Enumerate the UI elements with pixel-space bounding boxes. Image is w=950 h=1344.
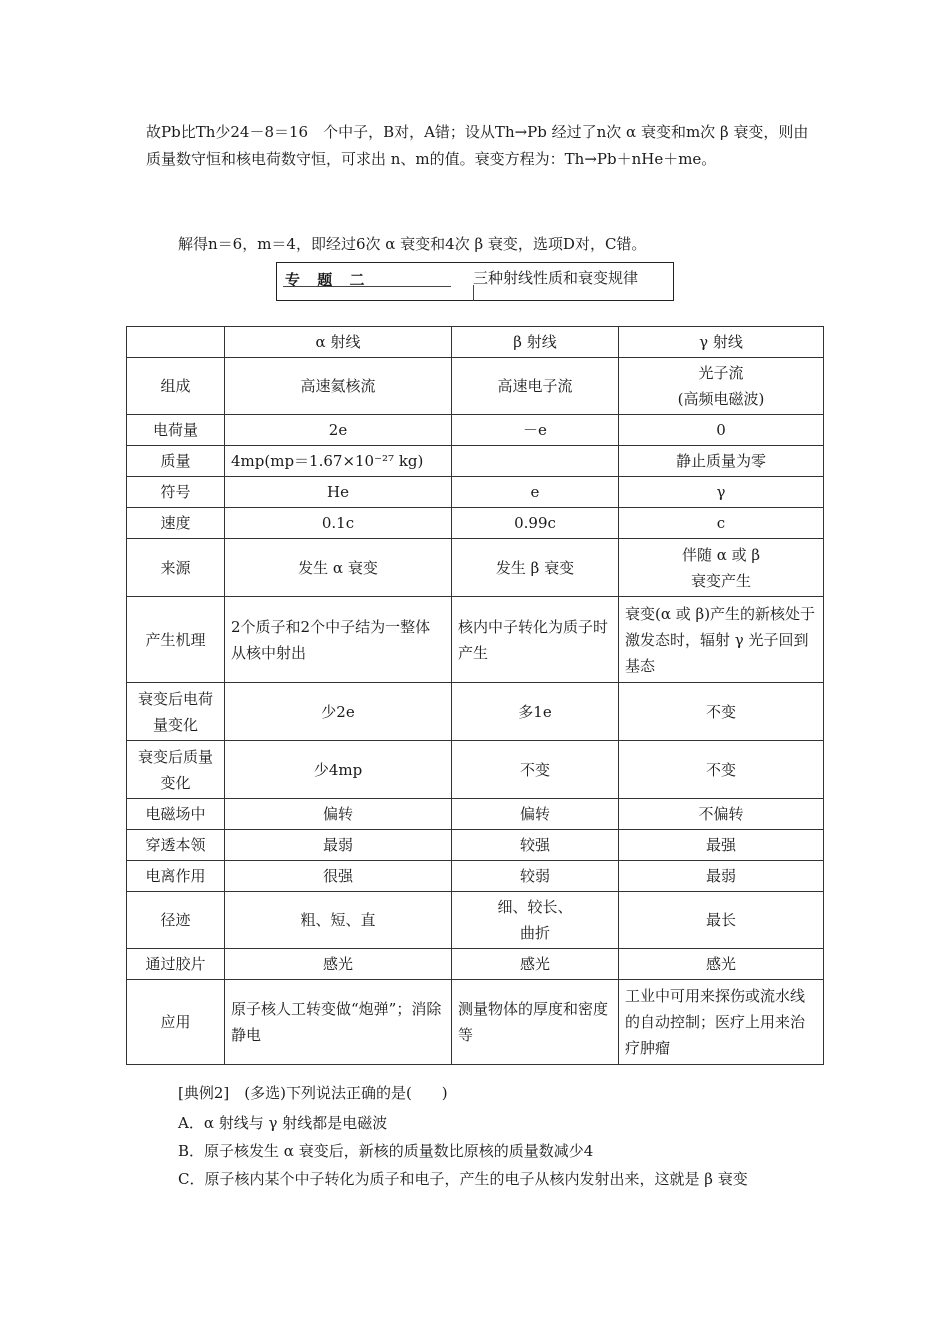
header-cell-beta: β 射线 <box>452 327 619 358</box>
row-label: 电荷量 <box>127 415 225 446</box>
gamma-cell: 不变 <box>619 741 824 799</box>
alpha-cell: 感光 <box>225 949 452 980</box>
topic-label: 专 题 二 <box>285 271 371 289</box>
row-label: 质量 <box>127 446 225 477</box>
table-row <box>127 539 824 597</box>
row-label: 衰变后质量变化 <box>127 741 225 799</box>
option-c: C．原子核内某个中子转化为质子和电子，产生的电子从核内发射出来，这就是 β 衰变 <box>178 1170 748 1188</box>
alpha-cell: 2个质子和2个中子结为一整体从核中射出 <box>225 597 452 683</box>
alpha-cell: 少2e <box>225 683 452 741</box>
gamma-cell: c <box>619 508 824 539</box>
row-label: 穿透本领 <box>127 830 225 861</box>
beta-cell: 较弱 <box>452 861 619 892</box>
topic-title: 三种射线性质和衰变规律 <box>473 269 639 287</box>
alpha-cell: He <box>225 477 452 508</box>
table-row <box>127 949 824 980</box>
beta-cell: 0.99c <box>452 508 619 539</box>
beta-cell: 细、较长、 曲折 <box>452 892 619 949</box>
beta-cell: 偏转 <box>452 799 619 830</box>
alpha-cell: 少4mp <box>225 741 452 799</box>
gamma-cell: 最长 <box>619 892 824 949</box>
gamma-cell: 最强 <box>619 830 824 861</box>
table-row <box>127 508 824 539</box>
example-question-stem: [典例2] (多选)下列说法正确的是( ) <box>178 1084 448 1102</box>
alpha-cell: 粗、短、直 <box>225 892 452 949</box>
topic-underline <box>283 286 451 287</box>
intro-paragraph: 故Pb比Th少24－8＝16 个中子，B对，A错；设从Th→Pb 经过了n次 α 衰变和m次 β 衰变，则由质量数守恒和核电荷数守恒，可求出 n、m的值。衰变方程为：Th→Pb＋nHe＋me。 <box>146 123 809 168</box>
gamma-cell: γ <box>619 477 824 508</box>
header-cell-alpha: α 射线 <box>225 327 452 358</box>
row-label: 速度 <box>127 508 225 539</box>
row-label: 衰变后电荷量变化 <box>127 683 225 741</box>
beta-cell: 感光 <box>452 949 619 980</box>
beta-cell: 测量物体的厚度和密度等 <box>452 980 619 1065</box>
alpha-cell: 最弱 <box>225 830 452 861</box>
alpha-cell: 偏转 <box>225 799 452 830</box>
beta-cell: 高速电子流 <box>452 358 619 415</box>
topic-header <box>276 262 674 301</box>
table-row <box>127 741 824 799</box>
table-row <box>127 892 824 949</box>
gamma-cell: 感光 <box>619 949 824 980</box>
table-row <box>127 477 824 508</box>
row-label: 产生机理 <box>127 597 225 683</box>
table-row <box>127 830 824 861</box>
alpha-cell: 原子核人工转变做“炮弹”；消除静电 <box>225 980 452 1065</box>
alpha-cell: 发生 α 衰变 <box>225 539 452 597</box>
table-row <box>127 683 824 741</box>
row-label: 通过胶片 <box>127 949 225 980</box>
gamma-cell: 光子流 (高频电磁波) <box>619 358 824 415</box>
gamma-cell: 0 <box>619 415 824 446</box>
beta-cell: 不变 <box>452 741 619 799</box>
gamma-cell: 衰变(α 或 β)产生的新核处于激发态时，辐射 γ 光子回到基态 <box>619 597 824 683</box>
beta-cell: 核内中子转化为质子时产生 <box>452 597 619 683</box>
row-label: 电离作用 <box>127 861 225 892</box>
beta-cell: 较强 <box>452 830 619 861</box>
beta-cell: 发生 β 衰变 <box>452 539 619 597</box>
table-header-row <box>127 327 824 358</box>
table-row <box>127 980 824 1065</box>
beta-cell: 多1e <box>452 683 619 741</box>
row-label: 径迹 <box>127 892 225 949</box>
row-label: 来源 <box>127 539 225 597</box>
alpha-cell: 高速氦核流 <box>225 358 452 415</box>
gamma-cell: 伴随 α 或 β 衰变产生 <box>619 539 824 597</box>
header-cell-empty <box>127 327 225 358</box>
header-cell-gamma: γ 射线 <box>619 327 824 358</box>
radiation-properties-table <box>126 326 824 1065</box>
table-row <box>127 358 824 415</box>
row-label: 应用 <box>127 980 225 1065</box>
beta-cell: －e <box>452 415 619 446</box>
row-label: 符号 <box>127 477 225 508</box>
table-row <box>127 799 824 830</box>
beta-cell <box>452 446 619 477</box>
alpha-cell: 很强 <box>225 861 452 892</box>
beta-cell: e <box>452 477 619 508</box>
option-b: B．原子核发生 α 衰变后，新核的质量数比原核的质量数减少4 <box>178 1142 594 1160</box>
gamma-cell: 不偏转 <box>619 799 824 830</box>
table-row <box>127 415 824 446</box>
option-a: A．α 射线与 γ 射线都是电磁波 <box>178 1114 388 1132</box>
row-label: 电磁场中 <box>127 799 225 830</box>
gamma-cell: 工业中可用来探伤或流水线的自动控制；医疗上用来治疗肿瘤 <box>619 980 824 1065</box>
table-row <box>127 861 824 892</box>
alpha-cell: 2e <box>225 415 452 446</box>
table-row <box>127 446 824 477</box>
gamma-cell: 静止质量为零 <box>619 446 824 477</box>
solution-line: 解得n＝6，m＝4，即经过6次 α 衰变和4次 β 衰变，选项D对，C错。 <box>178 235 647 253</box>
alpha-cell: 0.1c <box>225 508 452 539</box>
alpha-cell: 4mp(mp＝1.67×10⁻²⁷ kg) <box>225 446 452 477</box>
row-label: 组成 <box>127 358 225 415</box>
gamma-cell: 最弱 <box>619 861 824 892</box>
gamma-cell: 不变 <box>619 683 824 741</box>
table-row <box>127 597 824 683</box>
